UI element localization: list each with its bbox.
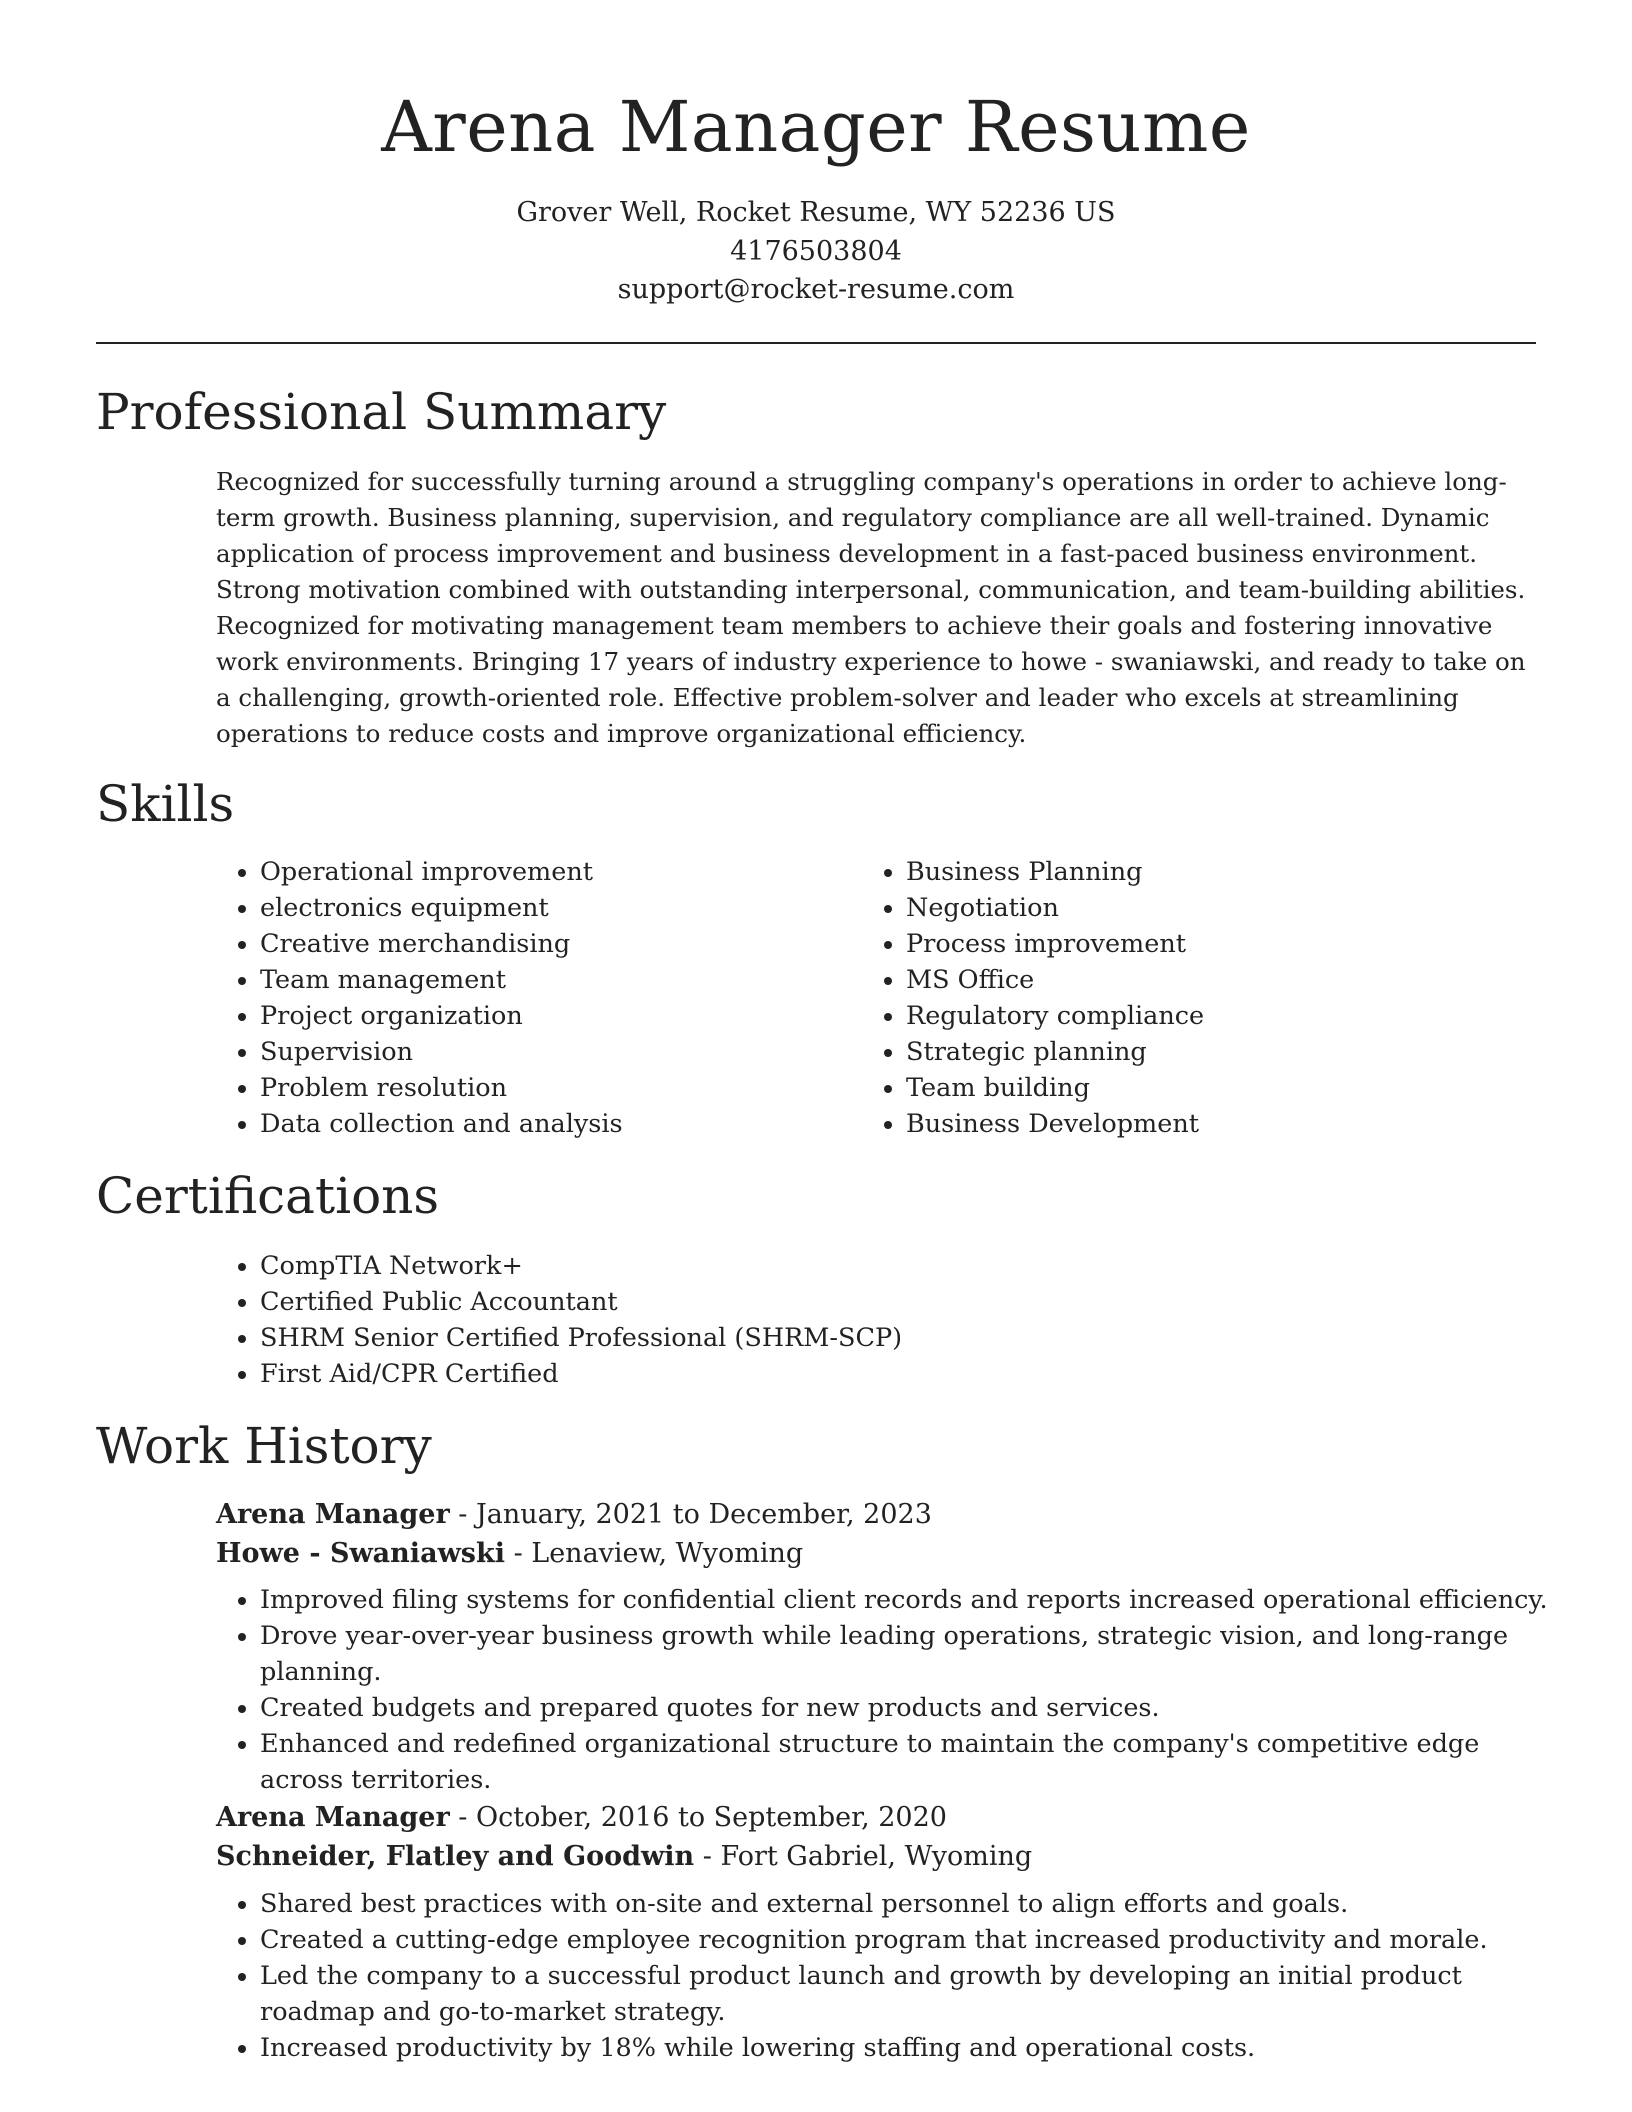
job-duties <box>216 1886 1556 2066</box>
certification-item: • SHRM Senior Certified Professional (SHRM-SCP) <box>260 1320 1416 1356</box>
resume-title: Arena Manager Resume <box>381 86 1251 168</box>
certification-item: • First Aid/CPR Certified <box>260 1356 1416 1392</box>
certification-item: • Certified Public Accountant <box>260 1284 1416 1320</box>
contact-address: Grover Well, Rocket Resume, WY 52236 US <box>516 197 1116 228</box>
skill-item: • Team management <box>260 962 836 998</box>
contact-phone: 4176503804 <box>730 235 902 267</box>
job-title-line <box>216 1496 932 1535</box>
job-company-line <box>216 1535 932 1574</box>
job-dates: - October, 2016 to September, 2020 <box>449 1802 947 1833</box>
job-duty: • Improved filing systems for confidential client records and reports increased operational efficiency. <box>260 1582 1556 1618</box>
skills-heading: Skills <box>96 775 235 833</box>
job-company-line <box>216 1838 1032 1877</box>
skill-item: • Data collection and analysis <box>260 1106 836 1142</box>
summary-text: Recognized for successfully turning around a struggling company's operations in order to achieve long-term growth. Business planning, supervision, and regulatory compliance are all well-trained. Dynamic application of process improvement and business development in a fast-paced business environment. Strong motivation combined with outstanding interpersonal, communication, and team-building abilities. Recognized for motivating management team members to achieve their goals and fostering innovative work environments. Bringing 17 years of industry experience to howe - swaniawski, and ready to take on a challenging, growth-oriented role. Effective problem-solver and leader who excels at streamlining operations to reduce costs and improve organizational efficiency. <box>216 467 1526 748</box>
skill-item: • Regulatory compliance <box>906 998 1482 1034</box>
skill-item: • Business Development <box>906 1106 1482 1142</box>
skill-item: • Business Planning <box>906 854 1482 890</box>
job-location: - Lenaview, Wyoming <box>504 1537 804 1569</box>
job-duties-list <box>216 1582 1556 1798</box>
job-duties <box>216 1582 1556 1798</box>
job-company: Howe - Swaniawski <box>216 1537 505 1569</box>
skill-item: • Operational improvement <box>260 854 836 890</box>
skill-item: • Problem resolution <box>260 1070 836 1106</box>
skills-left-list <box>216 854 836 1142</box>
skill-item: • Process improvement <box>906 926 1482 962</box>
job-location: - Fort Gabriel, Wyoming <box>694 1840 1033 1872</box>
job-dates: - January, 2021 to December, 2023 <box>449 1499 932 1530</box>
certifications-block <box>216 1248 1416 1392</box>
job-duties-list <box>216 1886 1556 2066</box>
certifications-heading: Certifications <box>96 1167 440 1225</box>
contact-email: support@rocket-resume.com <box>617 274 1015 305</box>
job-duty: • Drove year-over-year business growth while leading operations, strategic vision, and long-range planning. <box>260 1618 1556 1690</box>
job-company: Schneider, Flatley and Goodwin <box>216 1840 695 1872</box>
job-duty: • Created a cutting-edge employee recognition program that increased productivity and morale. <box>260 1922 1556 1958</box>
job-duty: • Created budgets and prepared quotes for new products and services. <box>260 1690 1556 1726</box>
skills-right-list <box>862 854 1482 1142</box>
skills-left-column <box>216 854 836 1142</box>
skill-item: • Project organization <box>260 998 836 1034</box>
certification-item: • CompTIA Network+ <box>260 1248 1416 1284</box>
job-title: Arena Manager <box>216 1499 450 1530</box>
skill-item: • Supervision <box>260 1034 836 1070</box>
skill-item: • Team building <box>906 1070 1482 1106</box>
job-duty: • Shared best practices with on-site and external personnel to align efforts and goals. <box>260 1886 1556 1922</box>
header-divider <box>96 342 1536 344</box>
skill-item: • electronics equipment <box>260 890 836 926</box>
job-duty: • Enhanced and redefined organizational structure to maintain the company's competitive edge across territories. <box>260 1726 1556 1798</box>
skill-item: • MS Office <box>906 962 1482 998</box>
job-header <box>216 1496 932 1573</box>
contact-block <box>96 194 1536 310</box>
job-title: Arena Manager <box>216 1802 450 1833</box>
skill-item: • Negotiation <box>906 890 1482 926</box>
work-history-heading: Work History <box>96 1417 432 1475</box>
job-duty: • Increased productivity by 18% while lowering staffing and operational costs. <box>260 2030 1556 2066</box>
summary-heading: Professional Summary <box>96 383 667 441</box>
certifications-list <box>216 1248 1416 1392</box>
skill-item: • Strategic planning <box>906 1034 1482 1070</box>
job-duty: • Led the company to a successful product launch and growth by developing an initial product roadmap and go-to-market strategy. <box>260 1958 1556 2030</box>
skills-right-column <box>862 854 1482 1142</box>
job-title-line <box>216 1799 1032 1838</box>
job-header <box>216 1799 1032 1876</box>
skill-item: • Creative merchandising <box>260 926 836 962</box>
